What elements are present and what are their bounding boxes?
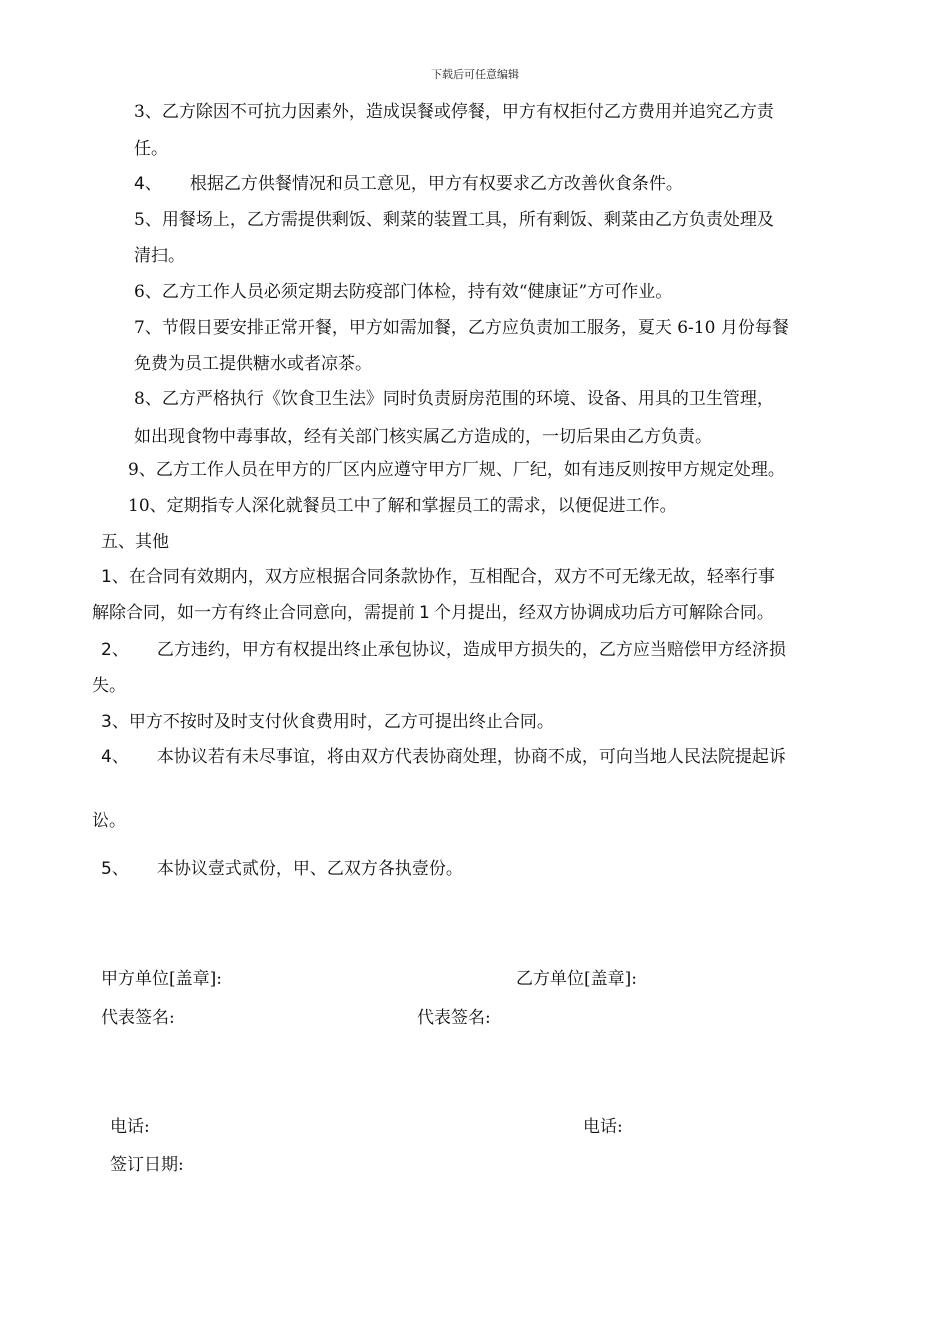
party-b-representative-label: 代表签名: — [417, 1008, 491, 1028]
party-b-phone-label: 电话: — [583, 1117, 623, 1137]
clause-7-line-1: 7、节假日要安排正常开餐，甲方如需加餐，乙方应负责加工服务，夏天 6-10 月份每餐 — [134, 318, 789, 338]
other-clause-2-line-1 — [101, 639, 786, 661]
other-clause-1-text-a: 解除合同，如一方有终止合同意向，需提前 — [92, 603, 415, 623]
clause-4 — [134, 173, 683, 195]
other-clause-2-number: 2、 — [101, 640, 129, 660]
other-clause-4-text: 本协议若有未尽事谊，将由双方代表协商处理，协商不成，可向当地人民法院提起诉 — [156, 747, 786, 767]
clause-5-line-2: 清扫。 — [134, 246, 185, 266]
other-clause-1-number: 1 — [101, 567, 112, 587]
other-clause-4-line-2: 讼。 — [92, 811, 126, 831]
clause-3-line-2: 任。 — [134, 139, 168, 159]
party-a-unit-label: 甲方单位[盖章]: — [101, 969, 222, 989]
other-clause-4-number: 4、 — [101, 747, 129, 767]
clause-3-line-1: 3、乙方除因不可抗力因素外，造成误餐或停餐，甲方有权拒付乙方费用并追究乙方责 — [134, 102, 774, 122]
clause-4-number: 4、 — [134, 174, 162, 194]
party-b-unit-label: 乙方单位[盖章]: — [516, 969, 637, 989]
clause-4-text: 根据乙方供餐情况和员工意见，甲方有权要求乙方改善伙食条件。 — [189, 174, 683, 194]
clause-8-line-2: 如出现食物中毒事故，经有关部门核实属乙方造成的，一切后果由乙方负责。 — [134, 427, 712, 447]
clause-9: 9、乙方工作人员在甲方的厂区内应遵守甲方厂规、厂纪，如有违反则按甲方规定处理。 — [128, 460, 785, 480]
clause-8-line-1: 8、乙方严格执行《饮食卫生法》同时负责厨房范围的环境、设备、用具的卫生管理， — [134, 389, 774, 409]
party-a-representative-label: 代表签名: — [101, 1008, 175, 1028]
other-clause-5 — [101, 858, 463, 880]
page-header: 下载后可任意编辑 — [431, 68, 519, 81]
other-clause-5-number: 5、 — [101, 859, 129, 879]
other-clause-1-text-b: 个月提出，经双方协调成功后方可解除合同。 — [433, 603, 774, 623]
clause-7-line-2: 免费为员工提供糖水或者凉茶。 — [134, 354, 372, 374]
other-clause-3-text: 、甲方不按时及时支付伙食费用时，乙方可提出终止合同。 — [111, 712, 554, 732]
other-clause-2-line-2: 失。 — [92, 676, 126, 696]
clause-10: 10、定期指专人深化就餐员工中了解和掌握员工的需求，以便促进工作。 — [128, 496, 677, 516]
other-clause-1-line-2 — [92, 602, 774, 624]
clause-6: 6、乙方工作人员必须定期去防疫部门体检，持有效“健康证”方可作业。 — [134, 282, 673, 302]
other-clause-3-number: 3 — [101, 712, 112, 732]
other-clause-1-month-number: 1 — [419, 603, 430, 623]
sign-date-label: 签订日期: — [110, 1155, 184, 1175]
clause-5-line-1: 5、用餐场上，乙方需提供剩饭、剩菜的装置工具，所有剩饭、剩菜由乙方负责处理及 — [134, 210, 774, 230]
party-a-phone-label: 电话: — [110, 1117, 150, 1137]
section-five-title: 五、其他 — [101, 532, 169, 552]
other-clause-1-line-1 — [101, 566, 775, 588]
other-clause-3 — [101, 711, 554, 733]
other-clause-1-text: 、在合同有效期内，双方应根据合同条款协作，互相配合，双方不可无缘无故，轻率行事 — [111, 567, 775, 587]
other-clause-2-text: 乙方违约，甲方有权提出终止承包协议，造成甲方损失的，乙方应当赔偿甲方经济损 — [156, 640, 786, 660]
other-clause-5-text: 本协议壹式贰份，甲、乙双方各执壹份。 — [156, 859, 463, 879]
other-clause-4-line-1 — [101, 746, 786, 768]
